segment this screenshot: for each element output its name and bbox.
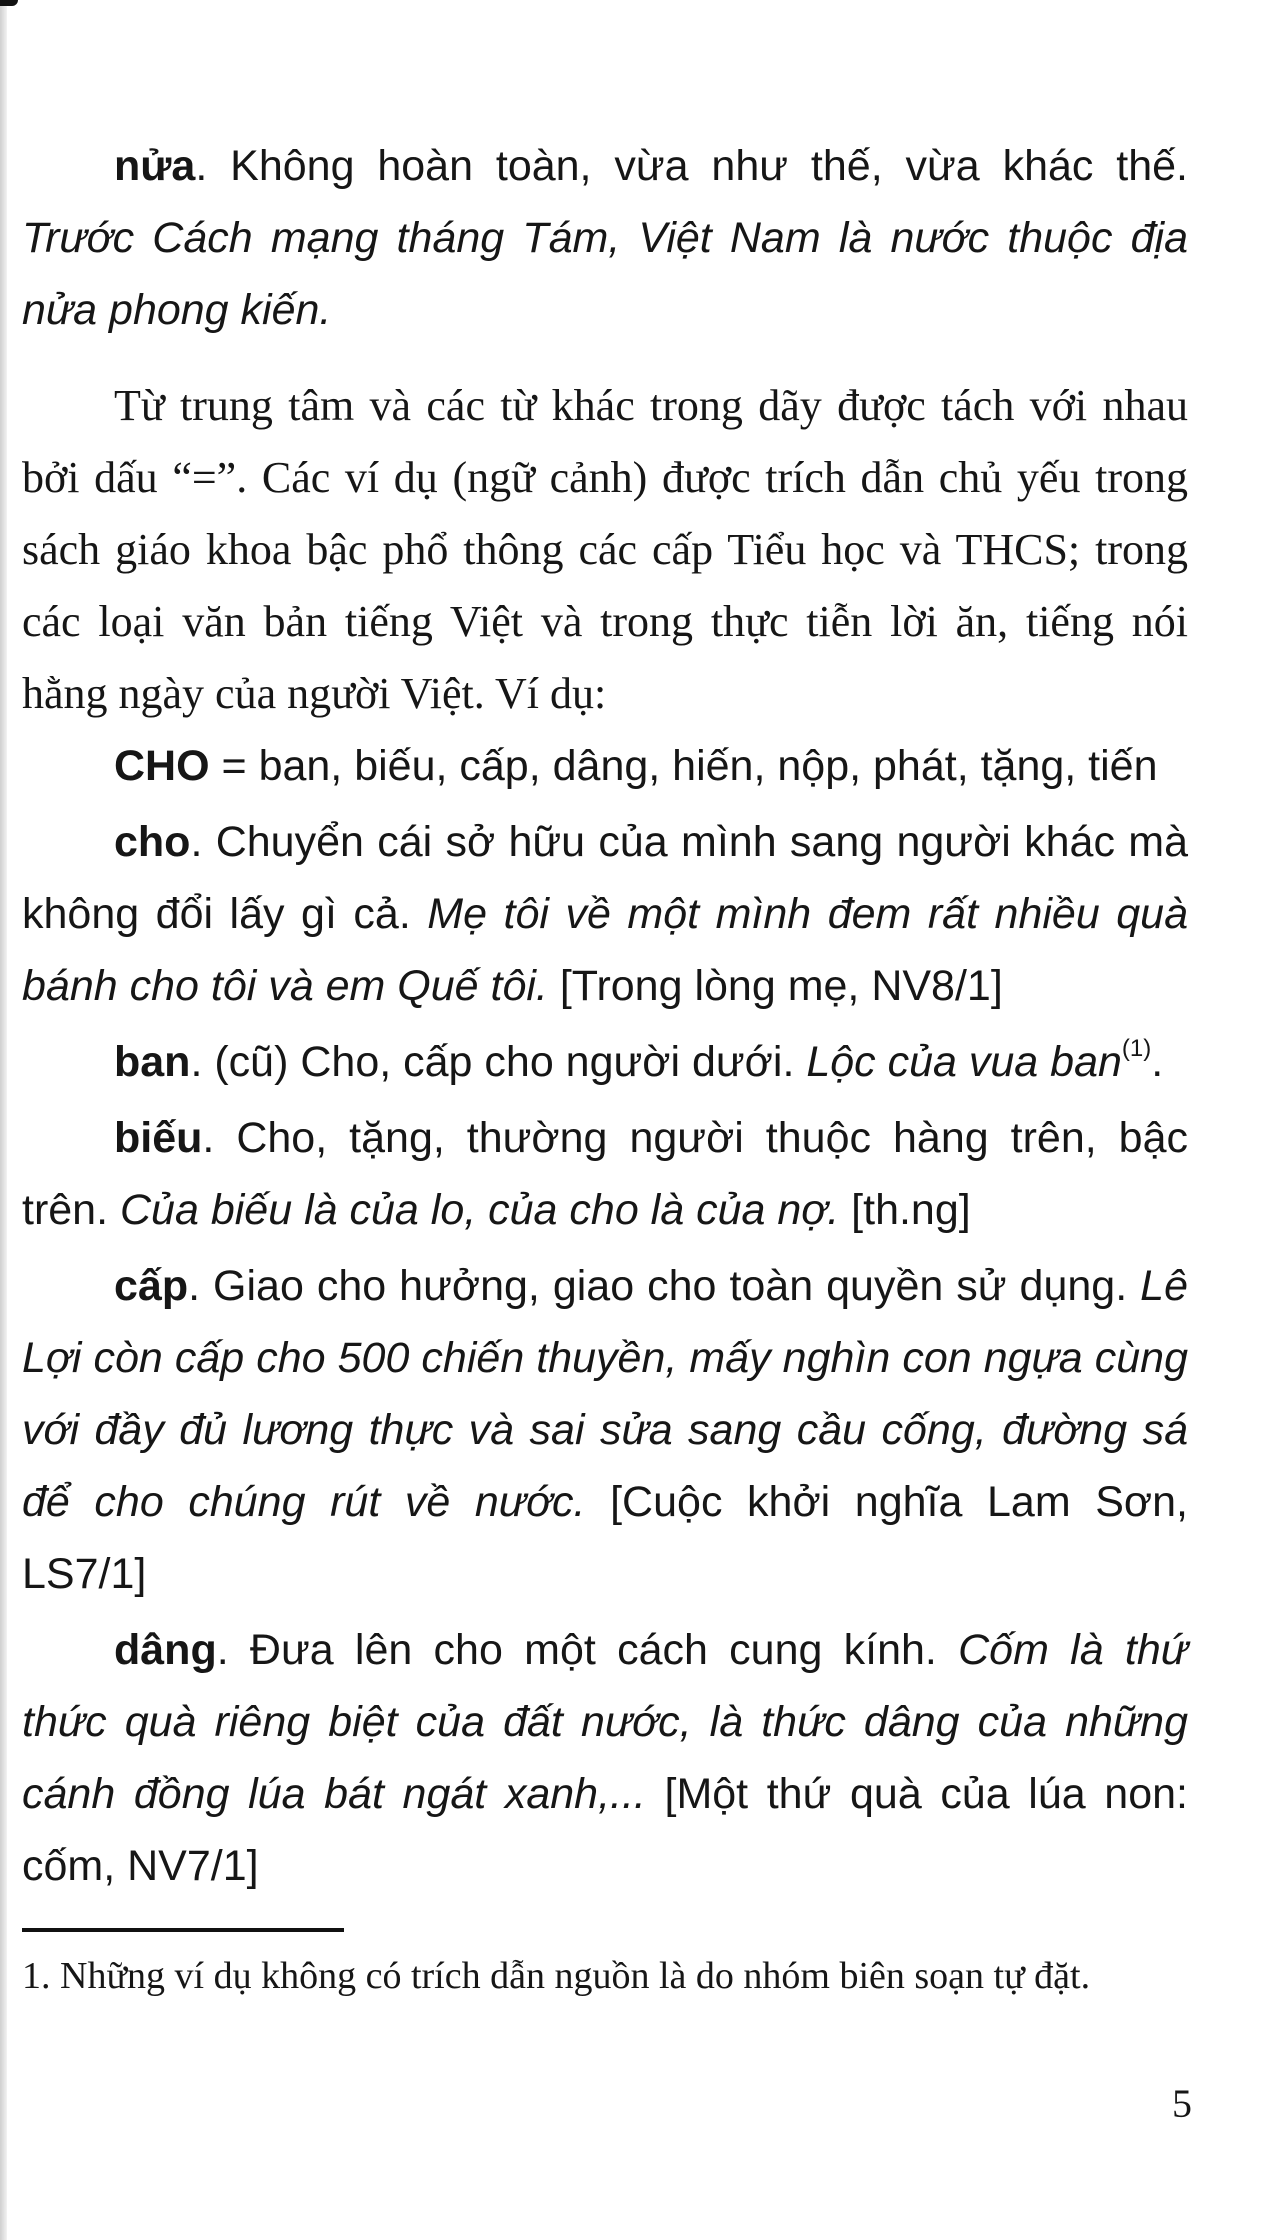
entry-nua bbox=[22, 130, 1188, 346]
example-cho: Mẹ tôi về một mình đem rất nhiều quà bánh cho tôi và em Quế tôi. bbox=[22, 890, 1189, 1010]
headword-nua: nửa bbox=[114, 142, 196, 190]
period-ban: . bbox=[1151, 1038, 1164, 1086]
series-list: = ban, biếu, cấp, dâng, hiến, nộp, phát, tặng, tiến bbox=[209, 742, 1158, 790]
definition-ban: . (cũ) Cho, cấp cho người dưới. bbox=[190, 1038, 807, 1086]
definition-nua: . Không hoàn toàn, vừa như thế, vừa khác thế. bbox=[195, 142, 1188, 190]
entry-bieu bbox=[22, 1102, 1188, 1246]
source-cap: [Cuộc khởi nghĩa Lam Sơn, LS7/1] bbox=[22, 1478, 1188, 1598]
book-page bbox=[22, 0, 1188, 2004]
intro-paragraph: Từ trung tâm và các từ khác trong dãy được tách với nhau bởi dấu “=”. Các ví dụ (ngữ cảnh) được trích dẫn chủ yếu trong sách giáo khoa bậc phổ thông các cấp Tiểu học và THCS; trong các loại văn bản tiếng Việt và trong thực tiễn lời ăn, tiếng nói hằng ngày của người Việt. Ví dụ: bbox=[22, 381, 1188, 718]
definition-dang: . Đưa lên cho một cách cung kính. bbox=[216, 1626, 959, 1674]
definition-bieu: . Cho, tặng, thường người thuộc hàng trên, bậc trên. bbox=[22, 1114, 1188, 1234]
footnote: 1. Những ví dụ không có trích dẫn nguồn là do nhóm biên soạn tự đặt. bbox=[22, 1955, 1091, 1997]
series-head-cho: CHO bbox=[114, 742, 210, 790]
footnote-divider bbox=[22, 1928, 344, 1932]
definition-cho: . Chuyển cái sở hữu của mình sang người khác mà không đổi lấy gì cả. bbox=[22, 818, 1188, 938]
synonym-series-cho bbox=[22, 730, 1188, 802]
definition-cap: . Giao cho hưởng, giao cho toàn quyền sử dụng. bbox=[188, 1262, 1141, 1310]
entry-cap bbox=[22, 1250, 1188, 1610]
source-bieu: [th.ng] bbox=[839, 1186, 971, 1234]
headword-dang: dâng bbox=[114, 1626, 217, 1674]
page-corner-mark bbox=[0, 0, 18, 6]
source-dang: [Một thứ quà của lúa non: cốm, NV7/1] bbox=[22, 1770, 1188, 1890]
entry-ban bbox=[22, 1026, 1188, 1098]
source-cho: [Trong lòng mẹ, NV8/1] bbox=[547, 962, 1003, 1010]
entry-dang bbox=[22, 1614, 1188, 1902]
headword-cho: cho bbox=[114, 818, 191, 866]
example-dang: Cốm là thứ thức quà riêng biệt của đất nước, là thức dâng của những cánh đồng lúa bát ngát xanh,... bbox=[22, 1626, 1188, 1818]
page-edge-shadow bbox=[0, 0, 7, 2240]
footnote-ref: (1) bbox=[1121, 1035, 1152, 1062]
headword-cap: cấp bbox=[114, 1262, 189, 1310]
headword-ban: ban bbox=[114, 1038, 191, 1086]
entry-cho bbox=[22, 806, 1188, 1022]
example-bieu: Của biếu là của lo, của cho là của nợ. bbox=[120, 1186, 840, 1234]
example-nua: Trước Cách mạng tháng Tám, Việt Nam là nước thuộc địa nửa phong kiến. bbox=[22, 214, 1188, 334]
example-cap: Lê Lợi còn cấp cho 500 chiến thuyền, mấy nghìn con ngựa cùng với đầy đủ lương thực và sai sửa sang cầu cống, đường sá để cho chúng rút về nước. bbox=[22, 1262, 1188, 1526]
page-number: 5 bbox=[1172, 2081, 1192, 2126]
example-ban: Lộc của vua ban bbox=[806, 1038, 1122, 1086]
headword-bieu: biếu bbox=[114, 1114, 203, 1162]
